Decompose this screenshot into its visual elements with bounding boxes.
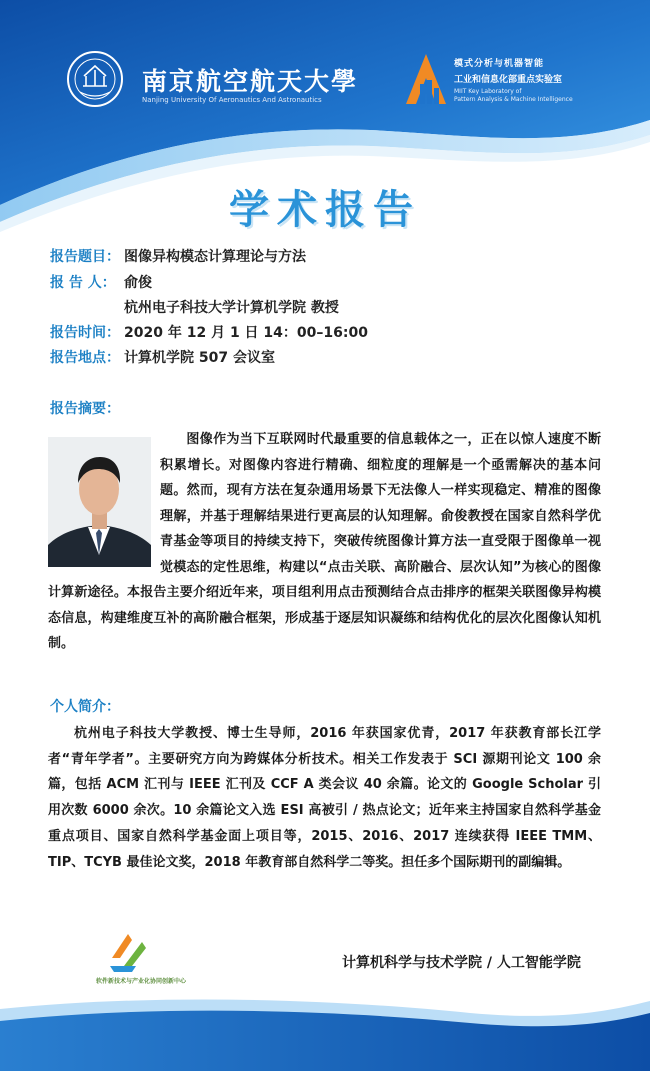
lab-name-en-line1: MIIT Key Laboratory of bbox=[454, 88, 522, 95]
topic-value: 图像异构模态计算理论与方法 bbox=[124, 249, 306, 265]
university-name-cn: 南京航空航天大學 bbox=[142, 67, 359, 96]
topic-label: 报告题目： bbox=[50, 249, 120, 265]
center-emblem-icon bbox=[106, 928, 150, 972]
lab-name-en-line2: Pattern Analysis & Machine Intelligence bbox=[454, 96, 573, 103]
photo-spacer bbox=[48, 427, 160, 565]
university-logo bbox=[62, 44, 359, 114]
place-label: 报告地点： bbox=[50, 350, 120, 366]
place-row bbox=[50, 347, 275, 369]
lab-emblem-icon bbox=[402, 50, 450, 108]
university-name-en: Nanjing University Of Aeronautics And Astronautics bbox=[142, 96, 322, 104]
lab-name-cn-line1: 模式分析与机器智能 bbox=[454, 59, 545, 69]
time-label: 报告时间： bbox=[50, 325, 120, 341]
speaker-row bbox=[50, 272, 152, 294]
speaker-name: 俞俊 bbox=[124, 275, 152, 291]
bio-heading: 个人简介： bbox=[50, 699, 120, 715]
abstract-text: 图像作为当下互联网时代最重要的信息载体之一，正在以惊人速度不断积累增长。对图像内容进行精确、细粒度的理解是一个亟需解决的基本问题。然而，现有方法在复杂通用场景下无法像人一样实现稳定、精准的图像理解，并基于理解结果进行更高层的认知理解。俞俊教授在国家自然科学优青基金等项目的持续支持下，突破传统图像计算方法一直受限于图像单一视觉模态的定性思维，构建以“点击关联、高阶融合、层次认知”为核心的图像计算新途径。本报告主要介绍近年来，项目组利用点击预测结合点击排序的框架关联图像异构模态信息，构建维度互补的高阶融合框架，形成基于逐层知识凝练和结构优化的层次化图像认知机制。 bbox=[48, 432, 601, 651]
place-value: 计算机学院 507 会议室 bbox=[124, 350, 275, 366]
time-value: 2020 年 12 月 1 日 14：00–16:00 bbox=[124, 325, 368, 341]
organizer: 计算机科学与技术学院 / 人工智能学院 bbox=[342, 955, 581, 971]
speaker-affiliation-row bbox=[124, 297, 339, 319]
center-name: 软件新技术与产业化协同创新中心 bbox=[96, 978, 187, 985]
speaker-label: 报 告 人： bbox=[50, 275, 116, 291]
collaborative-center-logo bbox=[96, 928, 246, 988]
topic-row bbox=[50, 246, 306, 268]
lab-logo bbox=[402, 44, 642, 114]
university-seal-icon bbox=[66, 50, 124, 108]
bio-text: 杭州电子科技大学教授、博士生导师，2016 年获国家优青，2017 年获教育部长江学者“青年学者”。主要研究方向为跨媒体分析技术。相关工作发表于 SCI 源期刊论文 100 余篇，包括 ACM 汇刊与 IEEE 汇刊及 CCF A 类会议 40 余篇。论文的 Google Scholar 引用次数 6000 余次。10 余篇论文入选 ESI 高被引 / 热点论文；近年来主持国家自然科学基金重点项目、国家自然科学基金面上项目等，2015、2016、2017 连续获得 IEEE TMM、TIP、TCYB 最佳论文奖，2018 年教育部自然科学二等奖。担任多个国际期刊的副编辑。 bbox=[48, 726, 601, 870]
speaker-affiliation: 杭州电子科技大学计算机学院 教授 bbox=[124, 300, 339, 316]
footer-background bbox=[0, 991, 650, 1071]
abstract-heading: 报告摘要： bbox=[50, 401, 120, 417]
time-row bbox=[50, 322, 368, 344]
page-title: 学术报告 bbox=[229, 186, 421, 233]
abstract-body bbox=[48, 427, 601, 657]
lab-name-cn-line2: 工业和信息化部重点实验室 bbox=[454, 75, 563, 85]
